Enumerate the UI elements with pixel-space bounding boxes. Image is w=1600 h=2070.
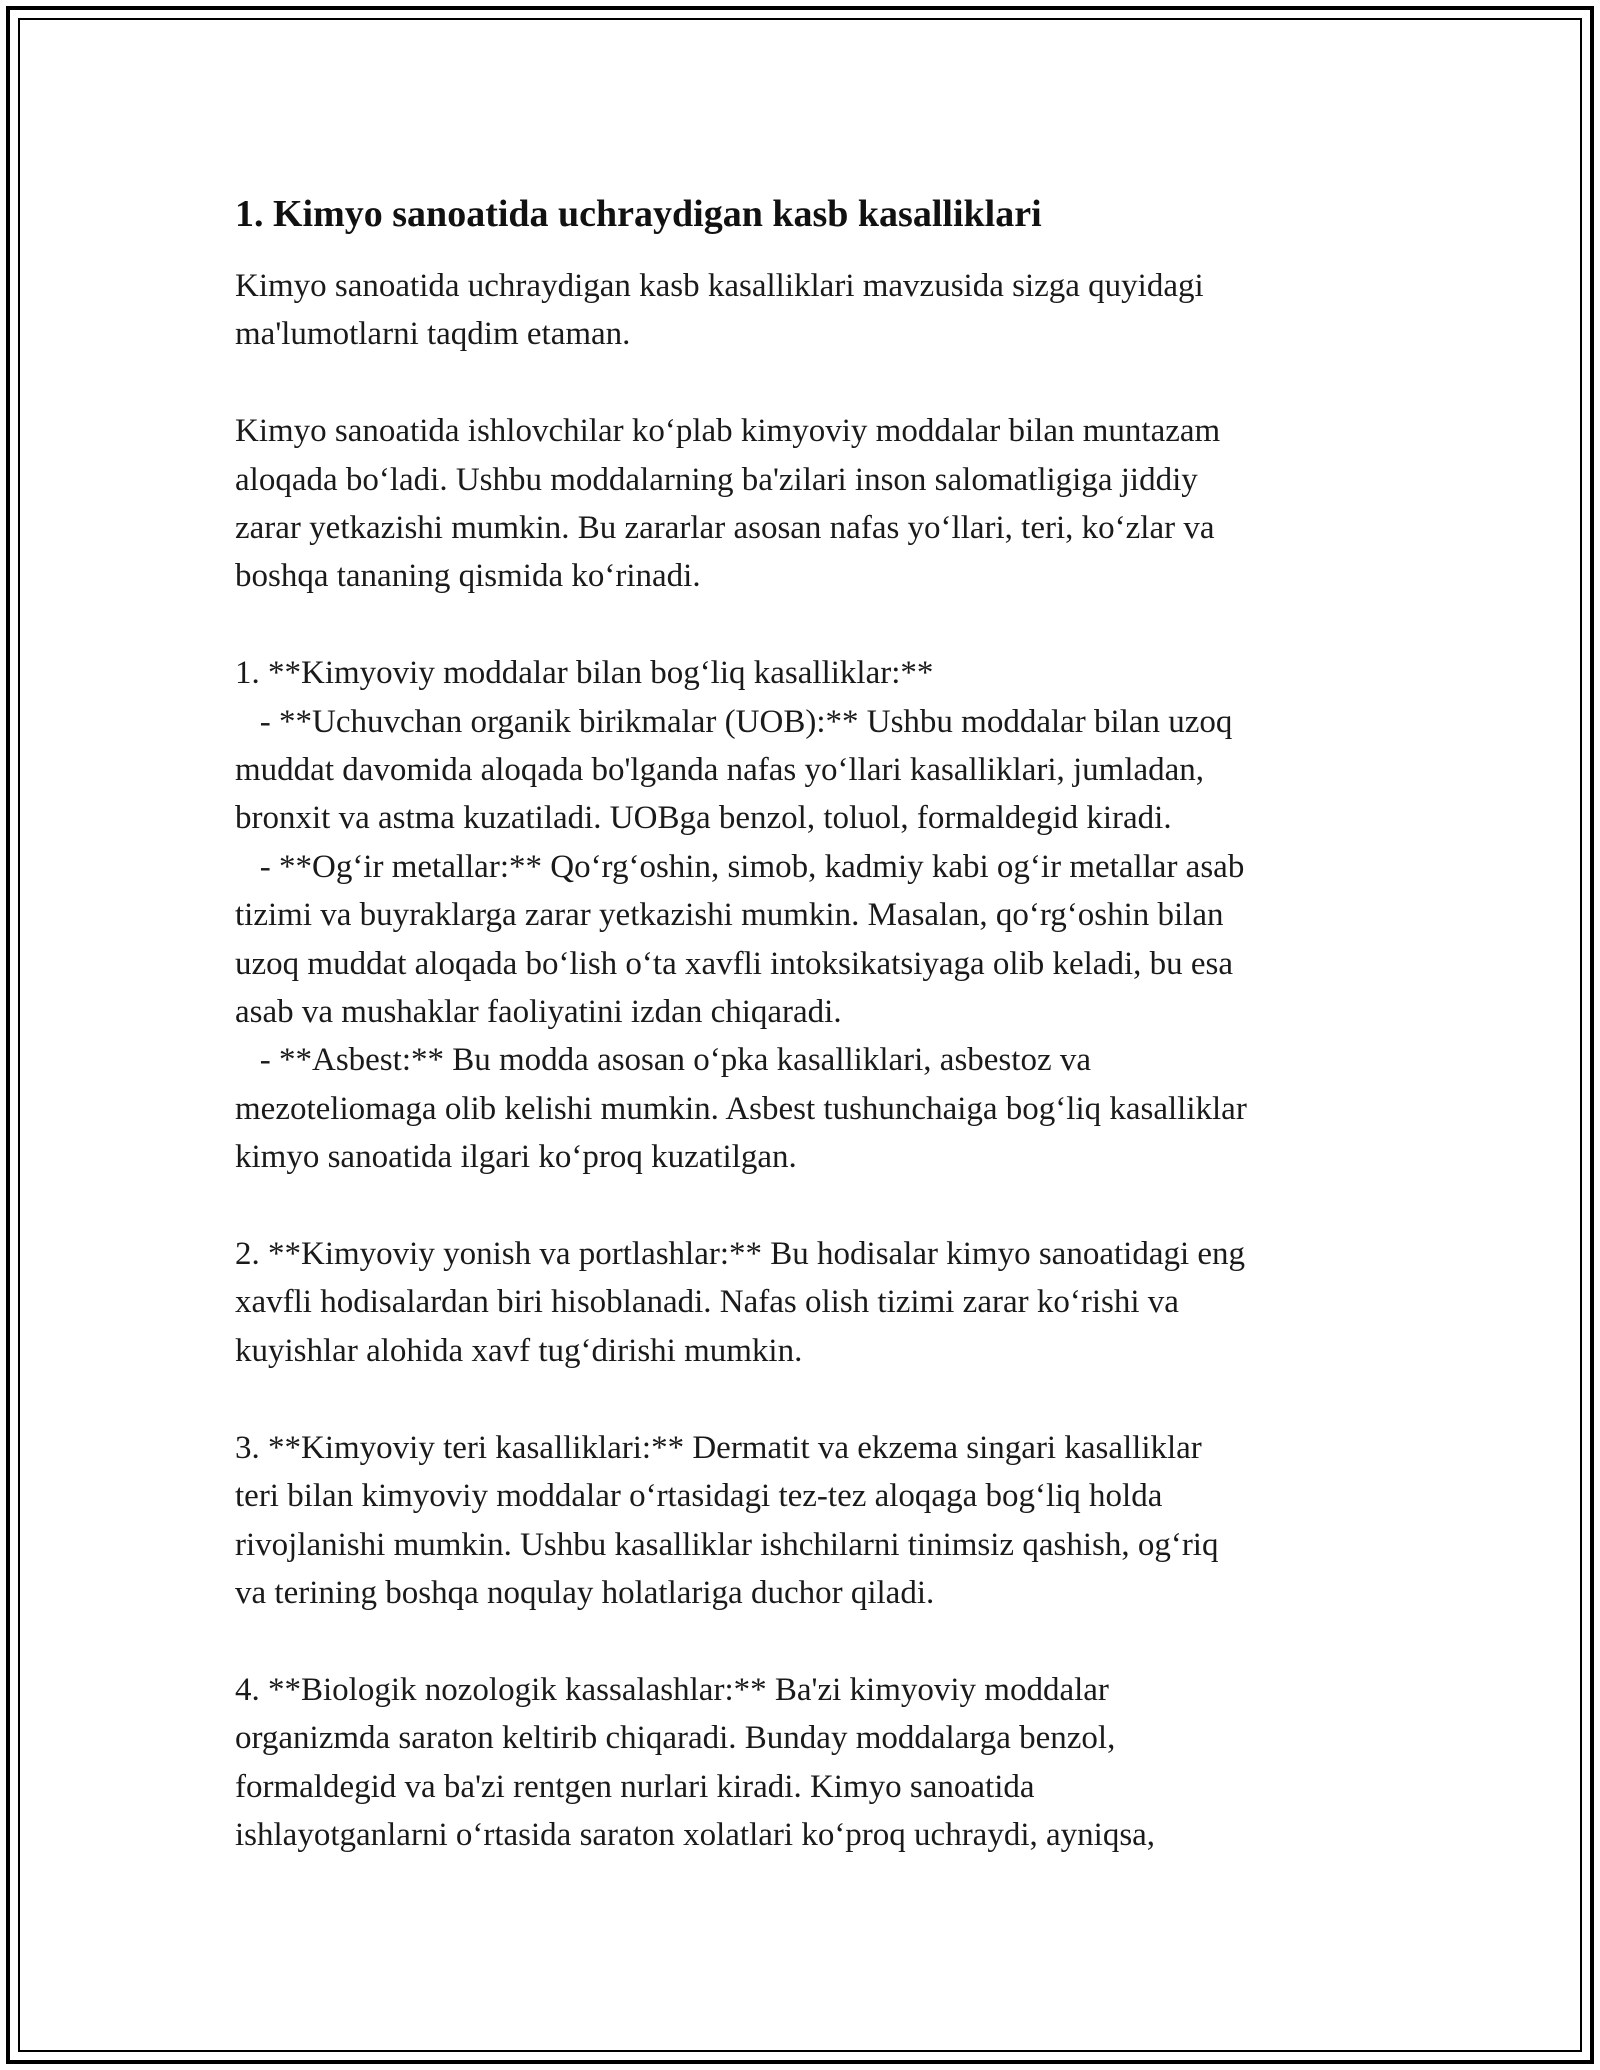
paragraph-intro: Kimyo sanoatida uchraydigan kasb kasalliklari mavzusida sizga quyidagi ma'lumotlarni taqdim etaman.: [235, 268, 1204, 353]
document-title: 1. Kimyo sanoatida uchraydigan kasb kasalliklari: [235, 193, 1042, 235]
paragraph-overview: Kimyo sanoatida ishlovchilar ko‘plab kimyoviy moddalar bilan muntazam aloqada bo‘ladi. Ushbu moddalarning ba'zilari inson salomatligiga jiddiy zarar yetkazishi mumkin. Bu zararlar asosan nafas yo‘llari, teri, ko‘zlar va boshqa tananing qismida ko‘rinadi.: [235, 413, 1221, 595]
paragraph-gap: [235, 1617, 1375, 1665]
list-item-skin-diseases: 3. **Kimyoviy teri kasalliklari:** Dermatit va ekzema singari kasalliklar teri bilan kimyoviy moddalar o‘rtasidagi tez-tez aloqaga bog‘liq holda rivojlanishi mumkin. Ushbu kasalliklar ishchilarni tinimsiz qashish, og‘riq va terining boshqa noqulay holatlariga duchor qiladi.: [235, 1429, 1219, 1611]
list-item-chemical-diseases: 1. **Kimyoviy moddalar bilan bog‘liq kasalliklar:** - **Uchuvchan organik birikmalar (UOB):** Ushbu moddalar bilan uzoq muddat davomida aloqada bo'lganda nafas yo‘llari kasalliklari, jumladan, bronxit va astma kuzatiladi. UOBga benzol, toluol, formaldegid kiradi. - **Og‘ir metallar:** Qo‘rg‘oshin, simob, kadmiy kabi og‘ir metallar asab tizimi va buyraklarga zarar yetkazishi mumkin. Masalan, qo‘rg‘oshin bilan uzoq muddat aloqada bo‘lish o‘ta xavfli intoksikatsiyaga olib keladi, bu esa asab va mushaklar faoliyatini izdan chiqaradi. - **Asbest:** Bu modda asosan o‘pka kasalliklari, asbestoz va mezoteliomaga olib kelishi mumkin. Asbest tushunchaiga bog‘liq kasalliklar kimyo sanoatida ilgari ko‘proq kuzatilgan.: [235, 655, 1247, 1176]
paragraph-gap: [235, 601, 1375, 649]
document-body: [235, 188, 1375, 1859]
paragraph-gap: [235, 1375, 1375, 1423]
list-item-biological: 4. **Biologik nozologik kassalashlar:** Ba'zi kimyoviy moddalar organizmda saraton keltirib chiqaradi. Bunday moddalarga benzol, formaldegid va ba'zi rentgen nurlari kiradi. Kimyo sanoatida ishlayotganlarni o‘rtasida saraton xolatlari ko‘proq uchraydi, ayniqsa,: [235, 1671, 1156, 1853]
paragraph-gap: [235, 359, 1375, 407]
paragraph-gap: [235, 1182, 1375, 1230]
list-item-fires-explosions: 2. **Kimyoviy yonish va portlashlar:** Bu hodisalar kimyo sanoatidagi eng xavfli hodisalardan biri hisoblanadi. Nafas olish tizimi zarar ko‘rishi va kuyishlar alohida xavf tug‘dirishi mumkin.: [235, 1236, 1246, 1369]
